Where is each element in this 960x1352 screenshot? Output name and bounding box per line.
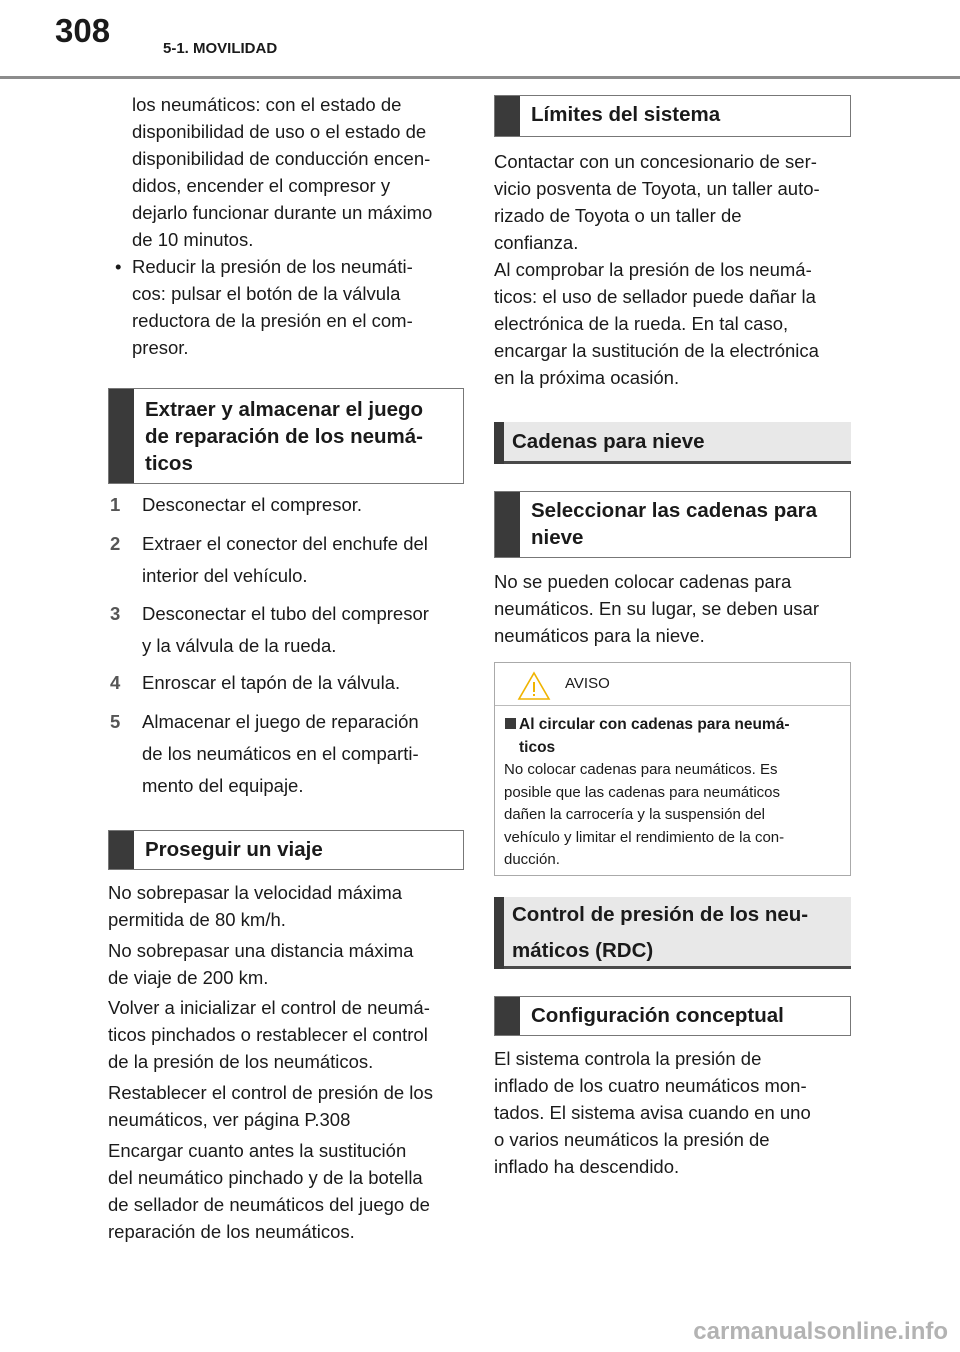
text-line: de la presión de los neumáticos. bbox=[108, 1051, 374, 1072]
text-line: vicio posventa de Toyota, un taller auto- bbox=[494, 178, 820, 199]
text-line: No sobrepasar una distancia máxima bbox=[108, 940, 414, 961]
text-line: Enroscar el tapón de la válvula. bbox=[142, 672, 401, 693]
text-line: en la próxima ocasión. bbox=[494, 367, 680, 388]
warning-box bbox=[494, 662, 851, 876]
chapter-title: 5-1. MOVILIDAD bbox=[163, 40, 278, 57]
heading-line: ticos bbox=[145, 452, 193, 475]
paragraph-sealant-warning bbox=[494, 256, 819, 391]
text-line: presor. bbox=[132, 337, 189, 358]
text-line: No sobrepasar la velocidad máxima bbox=[108, 882, 403, 903]
text-line: encargar la sustitución de la electrónica bbox=[494, 340, 819, 361]
header-divider bbox=[0, 76, 960, 79]
heading-line: nieve bbox=[531, 526, 584, 549]
text-line: disponibilidad de uso o el estado de bbox=[132, 121, 427, 142]
text-line: ticos bbox=[519, 739, 556, 756]
paragraph-max-speed bbox=[108, 879, 402, 933]
text-line: inflado ha descendido. bbox=[494, 1156, 680, 1177]
text-line: inflado de los cuatro neumáticos mon- bbox=[494, 1075, 807, 1096]
heading-line: Control de presión de los neu- bbox=[512, 903, 809, 926]
section-bar bbox=[109, 831, 134, 869]
text-line: dañen la carrocería y la suspensión del bbox=[504, 806, 765, 823]
step-number: 5 bbox=[110, 711, 121, 732]
warning-label: AVISO bbox=[565, 675, 610, 692]
text-line: ticos pinchados o restablecer el control bbox=[108, 1024, 428, 1045]
step-number: 3 bbox=[110, 603, 121, 624]
text-line: del neumático pinchado y de la botella bbox=[108, 1167, 423, 1188]
section-heading-remove-kit bbox=[108, 388, 464, 484]
step-number: 1 bbox=[110, 494, 121, 515]
paragraph-reset-control bbox=[108, 1079, 433, 1133]
text-line: mento del equipaje. bbox=[142, 775, 304, 796]
text-line: reductora de la presión en el com- bbox=[132, 310, 413, 331]
text-line: ticos: el uso de sellador puede dañar la bbox=[494, 286, 816, 307]
text-line: neumáticos, ver página P.308 bbox=[108, 1109, 351, 1130]
section-bar bbox=[494, 422, 504, 464]
section-bar bbox=[494, 897, 504, 969]
text-line: de sellador de neumáticos del juego de bbox=[108, 1194, 430, 1215]
heading-line: Extraer y almacenar el juego bbox=[145, 398, 424, 421]
section-bar bbox=[495, 96, 520, 136]
text-line: Extraer el conector del enchufe del bbox=[142, 533, 428, 554]
bullet-dot: • bbox=[115, 256, 122, 277]
section-heading-system-limits bbox=[494, 95, 851, 137]
text-line: confianza. bbox=[494, 232, 579, 253]
text-line: y la válvula de la rueda. bbox=[142, 635, 337, 656]
text-line: Desconectar el tubo del compresor bbox=[142, 603, 429, 624]
warning-triangle-icon bbox=[517, 671, 551, 701]
section-heading-concept bbox=[494, 996, 851, 1036]
section-bar bbox=[109, 389, 134, 483]
section-heading-rdc bbox=[494, 897, 851, 969]
paragraph-reinitialize bbox=[108, 994, 430, 1075]
text-line: El sistema controla la presión de bbox=[494, 1048, 762, 1069]
square-bullet-icon bbox=[505, 718, 516, 729]
paragraph-max-distance bbox=[108, 937, 413, 991]
text-line: o varios neumáticos la presión de bbox=[494, 1129, 770, 1150]
text-line: tados. El sistema avisa cuando en uno bbox=[494, 1102, 811, 1123]
text-line: de 10 minutos. bbox=[132, 229, 254, 250]
step-number: 2 bbox=[110, 533, 121, 554]
text-line: de los neumáticos en el comparti- bbox=[142, 743, 419, 764]
section-bar bbox=[495, 997, 520, 1035]
text-line: disponibilidad de conducción encen- bbox=[132, 148, 431, 169]
page-number: 308 bbox=[55, 12, 111, 49]
text-line: Al circular con cadenas para neumá- bbox=[519, 716, 790, 733]
warning-header bbox=[495, 663, 850, 706]
text-line: didos, encender el compresor y bbox=[132, 175, 391, 196]
text-line: Contactar con un concesionario de ser- bbox=[494, 151, 817, 172]
text-line: neumáticos. En su lugar, se deben usar bbox=[494, 598, 819, 619]
heading-line: Límites del sistema bbox=[531, 103, 721, 126]
text-line: posible que las cadenas para neumáticos bbox=[504, 783, 781, 801]
paragraph-no-chains bbox=[494, 568, 819, 649]
page-header bbox=[0, 0, 960, 80]
text-line: ducción. bbox=[504, 851, 560, 868]
text-line: dejarlo funcionar durante un máximo bbox=[132, 202, 433, 223]
text-line: Reducir la presión de los neumáti- bbox=[132, 256, 413, 277]
text-line: permitida de 80 km/h. bbox=[108, 909, 286, 930]
heading-line: Configuración conceptual bbox=[531, 1004, 784, 1027]
text-line: rizado de Toyota o un taller de bbox=[494, 205, 742, 226]
paragraph-system-monitors bbox=[494, 1045, 811, 1180]
warning-body bbox=[504, 759, 784, 872]
step-number: 4 bbox=[110, 672, 121, 693]
text-line: Almacenar el juego de reparación bbox=[142, 711, 419, 732]
text-line: No colocar cadenas para neumáticos. Es bbox=[504, 761, 778, 778]
heading-line: de reparación de los neumá- bbox=[145, 425, 423, 448]
text-line: Desconectar el compresor. bbox=[142, 494, 363, 515]
text-line: neumáticos para la nieve. bbox=[494, 625, 705, 646]
watermark: carmanualsonline.info bbox=[693, 1318, 948, 1345]
text-line: interior del vehículo. bbox=[142, 565, 308, 586]
text-line: Encargar cuanto antes la sustitución bbox=[108, 1140, 407, 1161]
heading-line: máticos (RDC) bbox=[512, 939, 654, 962]
heading-line: Seleccionar las cadenas para bbox=[531, 499, 818, 522]
text-line: vehículo y limitar el rendimiento de la con- bbox=[504, 828, 785, 846]
paragraph-contact-dealer bbox=[494, 148, 820, 256]
section-heading-continue-trip bbox=[108, 830, 464, 870]
text-line: electrónica de la rueda. En tal caso, bbox=[494, 313, 789, 334]
section-heading-select-chains bbox=[494, 491, 851, 558]
text-line: Volver a inicializar el control de neumá- bbox=[108, 997, 430, 1018]
heading-line: Proseguir un viaje bbox=[145, 838, 323, 861]
text-line: los neumáticos: con el estado de bbox=[132, 94, 402, 115]
section-heading-snow-chains bbox=[494, 422, 851, 464]
text-line: de viaje de 200 km. bbox=[108, 967, 269, 988]
text-line: cos: pulsar el botón de la válvula bbox=[132, 283, 401, 304]
text-line: No se pueden colocar cadenas para bbox=[494, 571, 792, 592]
text-line: Al comprobar la presión de los neumá- bbox=[494, 259, 812, 280]
intro-paragraph bbox=[132, 91, 432, 253]
text-line: reparación de los neumáticos. bbox=[108, 1221, 355, 1242]
paragraph-replace-tire bbox=[108, 1137, 430, 1245]
section-bar bbox=[495, 492, 520, 557]
text-line: Restablecer el control de presión de los bbox=[108, 1082, 433, 1103]
heading-line: Cadenas para nieve bbox=[512, 430, 705, 453]
